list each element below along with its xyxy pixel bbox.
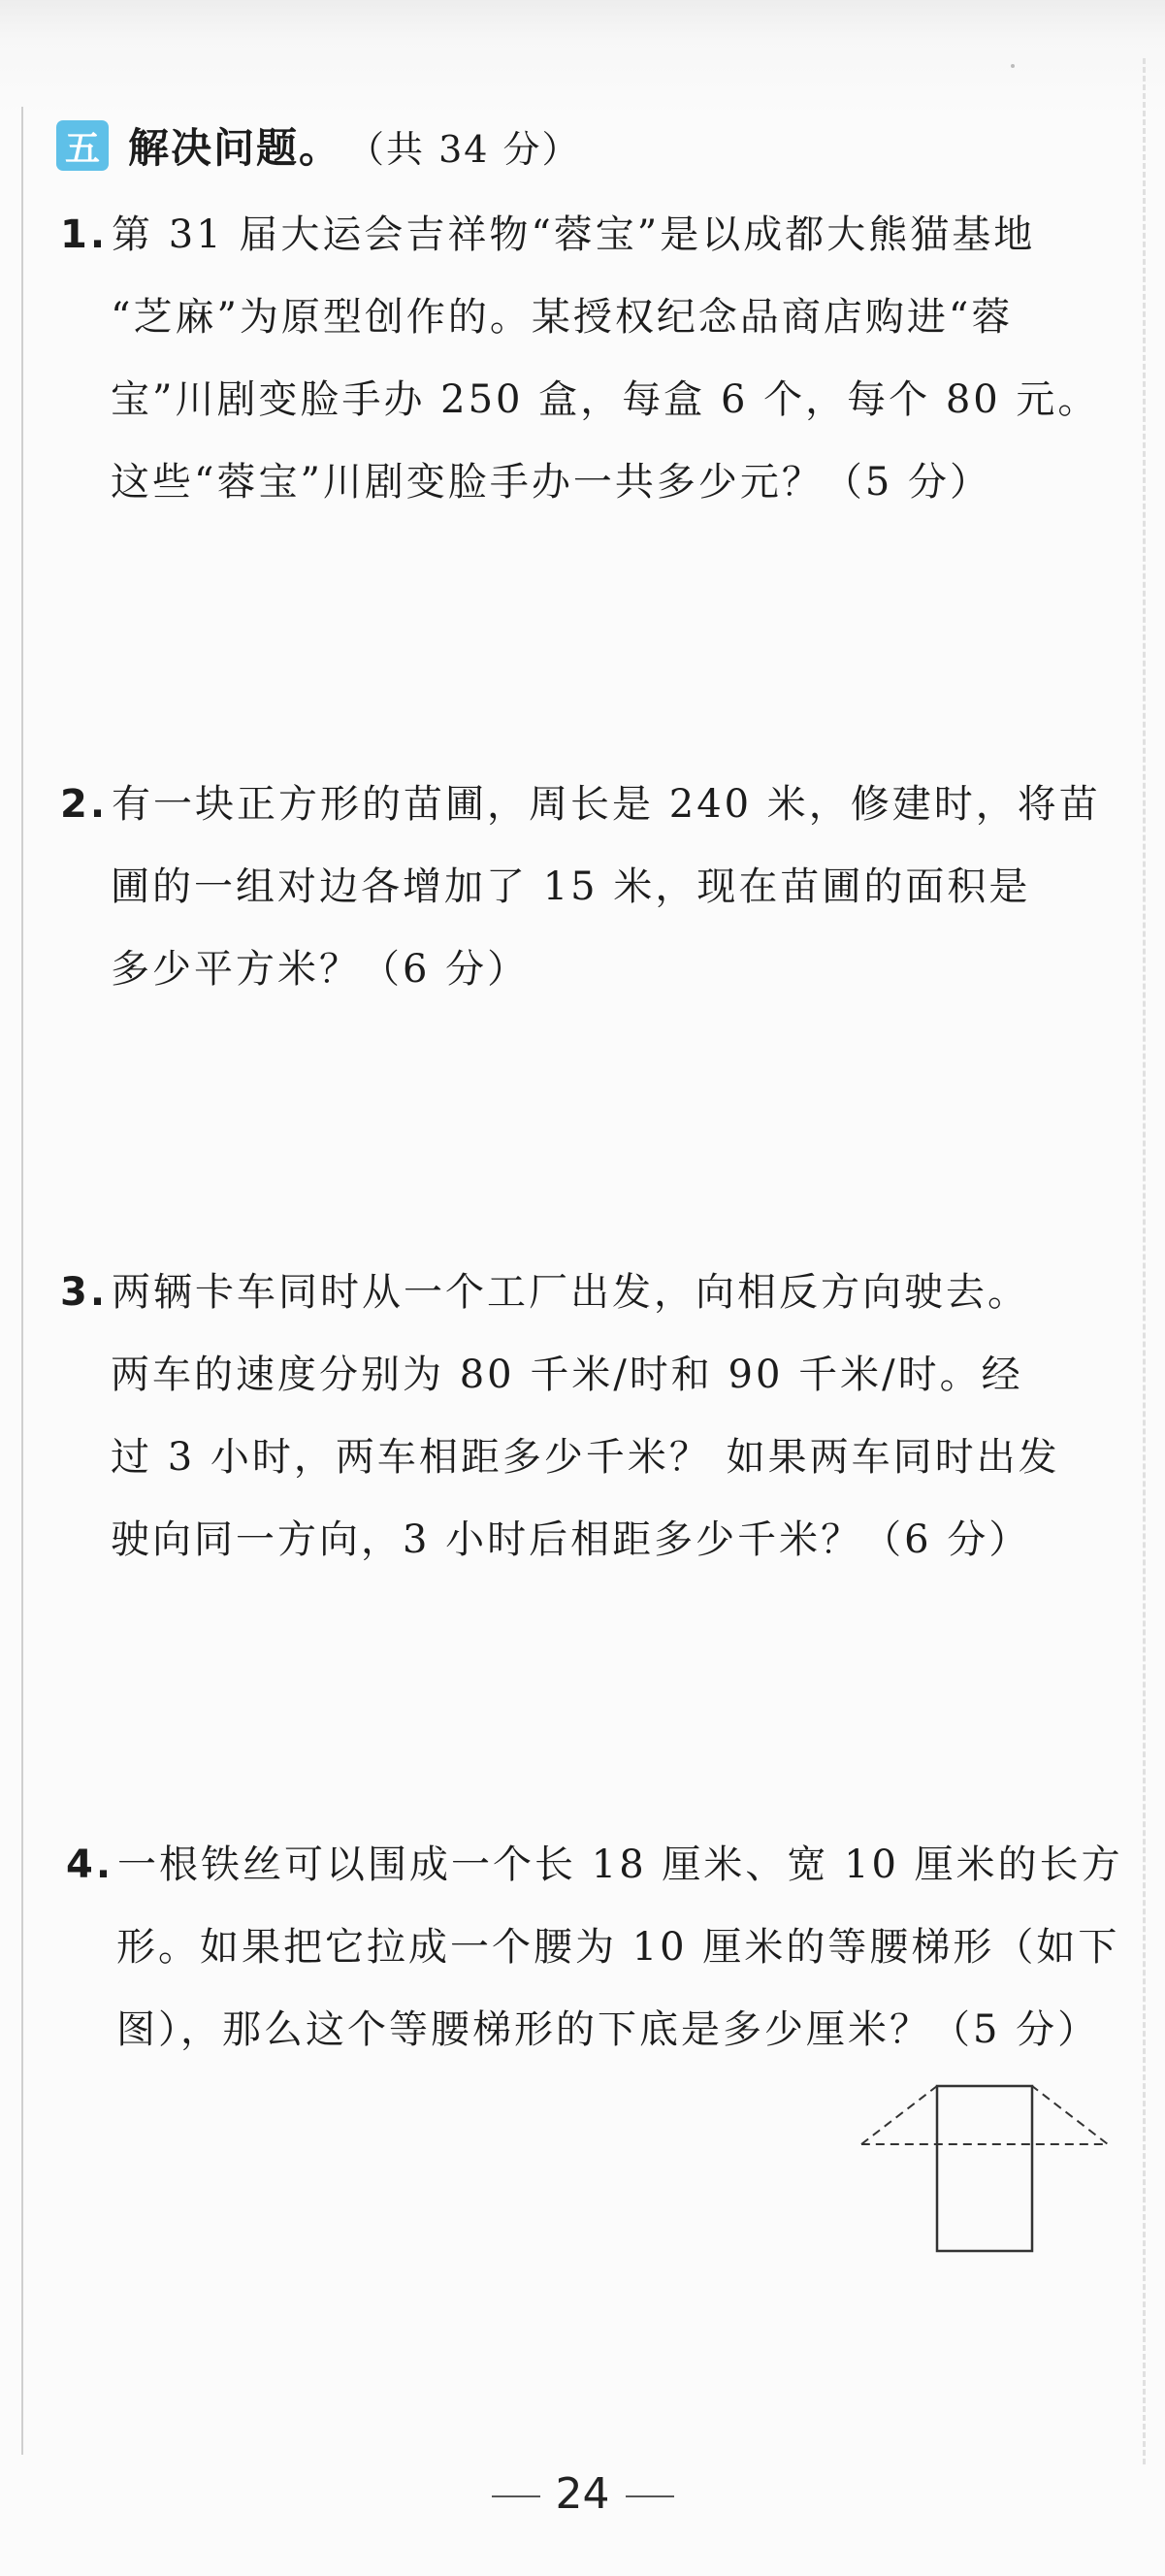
problem-line	[60, 764, 1108, 846]
problem-line: 这些“蓉宝”川剧变脸手办一共多少元？（5 分）	[111, 460, 992, 505]
problem-line	[60, 1252, 1108, 1334]
problem-line: 过 3 小时，两车相距多少千米？ 如果两车同时出发	[111, 1435, 1060, 1480]
problem-text: 有一块正方形的苗圃，周长是 240 米，修建时，将苗	[112, 782, 1101, 827]
section-number-badge: 五	[56, 120, 109, 171]
problem-number: 4.	[66, 1842, 114, 1887]
problem-number: 3.	[60, 1270, 109, 1315]
section-title: 解决问题。	[128, 124, 342, 172]
problem-number: 1.	[60, 212, 109, 257]
corner-mark	[1011, 64, 1015, 68]
rectangle-outline	[937, 2086, 1032, 2251]
problem-line: 两车的速度分别为 80 千米/时和 90 千米/时。经	[111, 1353, 1023, 1397]
page-footer	[0, 2469, 1165, 2519]
rectangle-trapezoid-figure	[859, 2074, 1112, 2259]
problem-2	[60, 764, 1108, 1011]
problem-3	[60, 1252, 1108, 1581]
problem-line: “芝麻”为原型创作的。某授权纪念品商店购进“蓉	[111, 295, 1014, 340]
problem-line: 图），那么这个等腰梯形的下底是多少厘米？（5 分）	[116, 2007, 1100, 2052]
problem-1	[60, 194, 1108, 524]
page-number: 24	[555, 2469, 610, 2519]
problem-text: 第 31 届大运会吉祥物“蓉宝”是以成都大熊猫基地	[112, 212, 1036, 257]
trapezoid-dashed-outline	[861, 2086, 1108, 2144]
problem-line: 圃的一组对边各增加了 15 米，现在苗圃的面积是	[111, 864, 1031, 909]
footer-dash-left	[492, 2495, 540, 2497]
left-margin-rule	[21, 107, 23, 2455]
problem-text: 一根铁丝可以围成一个长 18 厘米、宽 10 厘米的长方	[117, 1842, 1123, 1887]
footer-dash-right	[626, 2495, 674, 2497]
problem-line	[66, 1824, 1123, 1907]
section-score-note: （共 34 分）	[347, 127, 581, 171]
problem-line: 形。如果把它拉成一个腰为 10 厘米的等腰梯形（如下	[116, 1925, 1120, 1970]
right-margin-rule	[1143, 58, 1146, 2464]
section-heading	[56, 116, 581, 175]
problem-line	[60, 194, 1108, 277]
problem-line: 多少平方米？（6 分）	[111, 947, 530, 992]
problem-4	[66, 1824, 1123, 2071]
problem-text: 两辆卡车同时从一个工厂出发，向相反方向驶去。	[112, 1270, 1030, 1315]
problem-line: 宝”川剧变脸手办 250 盒，每盒 6 个，每个 80 元。	[111, 377, 1100, 422]
problem-line: 驶向同一方向，3 小时后相距多少千米？（6 分）	[111, 1517, 1031, 1562]
problem-number: 2.	[60, 782, 109, 827]
